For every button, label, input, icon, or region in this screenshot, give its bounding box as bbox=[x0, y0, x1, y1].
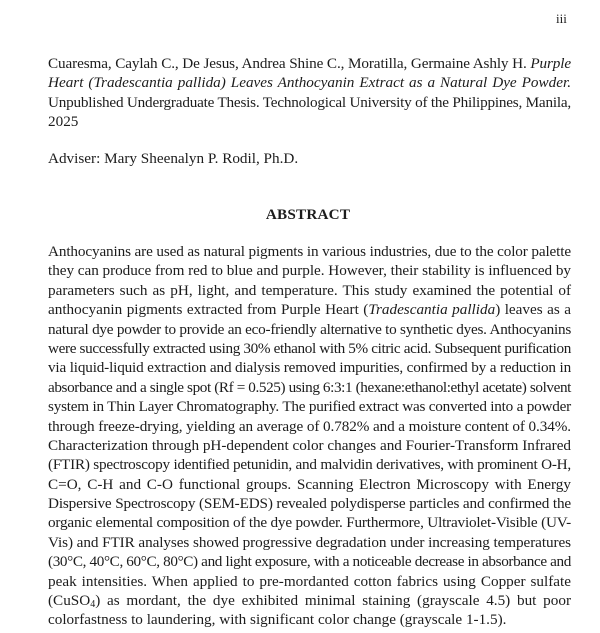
abstract-line bbox=[48, 552, 571, 571]
abstract-text: system in Thin Layer Chromatography. The purified extract was converted into a powder bbox=[48, 398, 571, 416]
abstract-text: via liquid-liquid extraction and dialysis removed impurities, confirmed by a reduction in bbox=[48, 359, 571, 377]
abstract-text: parameters such as pH, light, and temperature. This study examined the potential of bbox=[48, 281, 571, 299]
abstract-text: (CuSO bbox=[48, 592, 91, 610]
abstract-line bbox=[48, 591, 571, 610]
abstract-heading: ABSTRACT bbox=[265, 206, 351, 223]
citation-line-2 bbox=[48, 73, 571, 92]
abstract-line bbox=[48, 533, 571, 552]
citation-publication: Unpublished Undergraduate Thesis. Technological University of the Philippines, Manila, bbox=[48, 93, 571, 111]
abstract-line bbox=[48, 261, 571, 280]
abstract-line bbox=[48, 378, 571, 397]
abstract-text: ) as mordant, the dye exhibited minimal staining (grayscale 4.5) but poor bbox=[95, 592, 571, 610]
abstract-text: they can produce from red to blue and purple. However, their stability is influenced by bbox=[48, 262, 571, 280]
abstract-line bbox=[48, 358, 571, 377]
abstract-line bbox=[48, 610, 571, 629]
citation-year: 2025 bbox=[48, 113, 79, 131]
abstract-line bbox=[48, 417, 571, 436]
adviser-line: Adviser: Mary Sheenalyn P. Rodil, Ph.D. bbox=[48, 150, 299, 167]
abstract-text: ) leaves as a bbox=[495, 301, 571, 319]
citation-line-1 bbox=[48, 54, 571, 73]
citation-line-4 bbox=[48, 112, 571, 131]
subscript: 4 bbox=[90, 599, 96, 611]
adviser bbox=[48, 149, 571, 168]
abstract-line bbox=[48, 494, 571, 513]
abstract-text: through freeze-drying, yielding an average of 0.782% and a moisture content of 0.34%. bbox=[48, 417, 571, 435]
abstract-line bbox=[48, 320, 571, 339]
abstract-line bbox=[48, 475, 571, 494]
page-number: iii bbox=[556, 11, 567, 26]
abstract-line bbox=[48, 513, 571, 532]
abstract-line bbox=[48, 572, 571, 591]
abstract-text: natural dye powder to provide an eco-friendly alternative to synthetic dyes. Anthocyanins bbox=[48, 320, 571, 338]
abstract-line bbox=[48, 300, 571, 319]
abstract-text: organic elemental composition of the dye powder. Furthermore, Ultraviolet-Visible (UV- bbox=[48, 514, 571, 532]
citation bbox=[48, 54, 571, 132]
abstract-text: Anthocyanins are used as natural pigments in various industries, due to the color palette bbox=[48, 243, 571, 260]
abstract-text: Characterization through pH-dependent color changes and Fourier-Transform Infrared bbox=[48, 436, 571, 454]
abstract-text: colorfastness to laundering, with significant color change (grayscale 1-1.5). bbox=[48, 611, 507, 629]
abstract-text: (30°C, 40°C, 60°C, 80°C) and light exposure, with a noticeable decrease in absorbance and bbox=[48, 553, 571, 571]
abstract-text: (FTIR) spectroscopy identified petunidin, and malvidin derivatives, with prominent O-H, bbox=[48, 456, 571, 474]
abstract-text: peak intensities. When applied to pre-mordanted cotton fabrics using Copper sulfate bbox=[48, 572, 571, 590]
abstract-text: C=O, C-H and C-O functional groups. Scanning Electron Microscopy with Energy bbox=[48, 475, 571, 493]
abstract-text: Dispersive Spectroscopy (SEM-EDS) revealed polydisperse particles and confirmed the bbox=[48, 495, 572, 513]
abstract-line bbox=[48, 281, 571, 300]
abstract-text: Vis) and FTIR analyses showed progressive degradation under increasing temperatures bbox=[48, 533, 571, 551]
species-name: Tradescantia pallida bbox=[368, 301, 496, 319]
abstract-line bbox=[48, 436, 571, 455]
citation-line-3 bbox=[48, 93, 571, 112]
citation-title: Heart (Tradescantia pallida) Leaves Anthocyanin Extract as a Natural Dye Powder. bbox=[48, 74, 571, 92]
abstract-line bbox=[48, 339, 571, 358]
abstract-line bbox=[48, 242, 571, 261]
abstract-text: anthocyanin pigments extracted from Purple Heart ( bbox=[48, 301, 369, 319]
abstract-body bbox=[48, 242, 571, 630]
abstract-line bbox=[48, 455, 571, 474]
citation-authors: Cuaresma, Caylah C., De Jesus, Andrea Shine C., Moratilla, Germaine Ashly H. bbox=[48, 55, 531, 72]
abstract-text: were successfully extracted using 30% ethanol with 5% citric acid. Subsequent purification bbox=[48, 339, 571, 357]
citation-title-start: Purple bbox=[530, 55, 571, 72]
abstract-text: absorbance and a single spot (Rf = 0.525) using 6:3:1 (hexane:ethanol:ethyl acetate) solvent bbox=[48, 378, 571, 396]
abstract-line bbox=[48, 397, 571, 416]
